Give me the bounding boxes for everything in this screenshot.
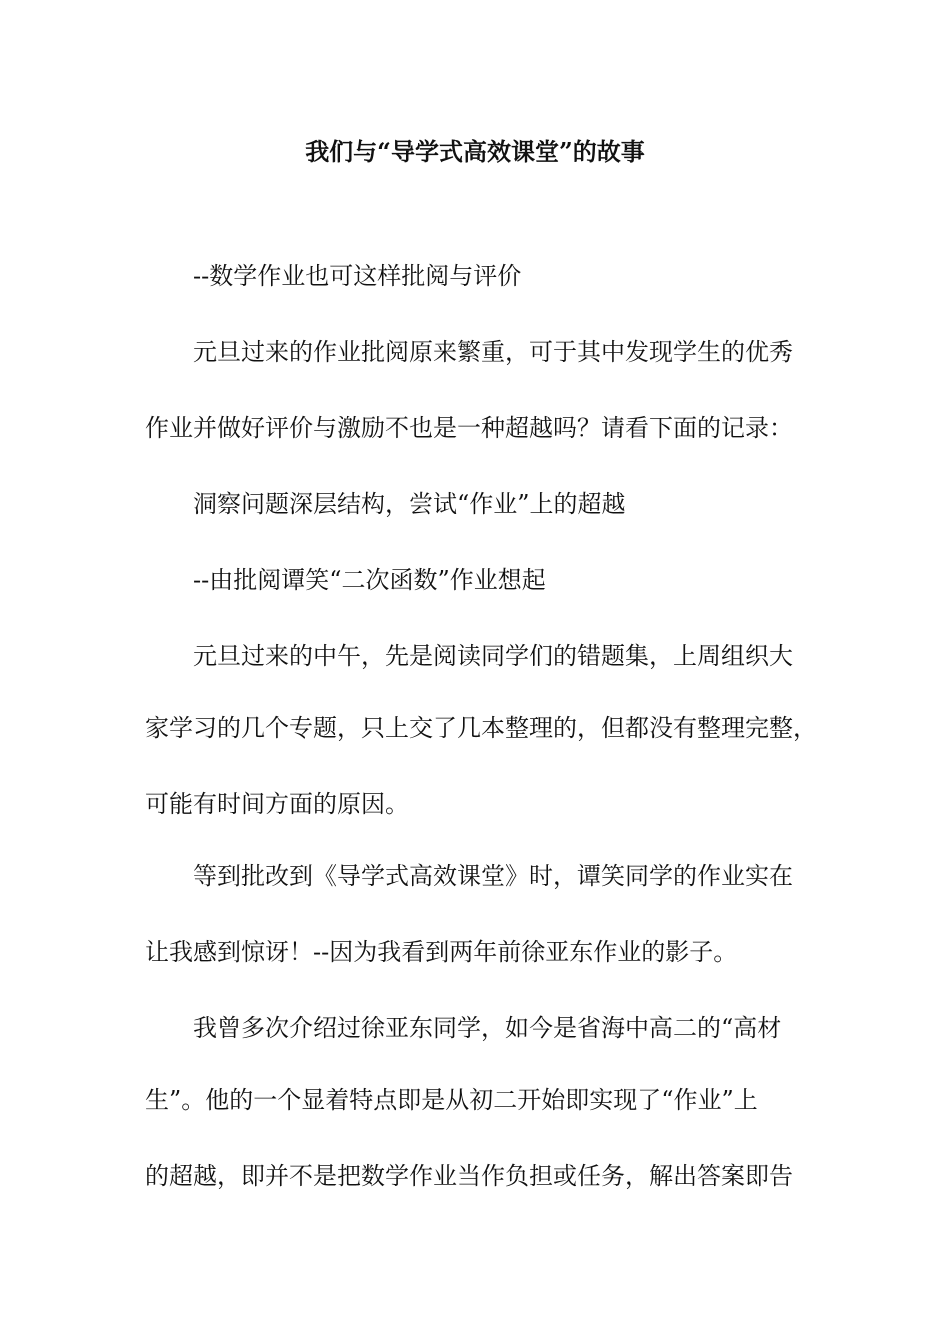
subtitle-line: --由批阅谭笑“二次函数”作业想起 bbox=[193, 566, 546, 594]
paragraph-line: 生”。他的一个显着特点即是从初二开始即实现了“作业”上 bbox=[145, 1086, 758, 1114]
paragraph-line: 元旦过来的作业批阅原来繁重，可于其中发现学生的优秀 bbox=[193, 338, 793, 366]
paragraph-line: 我曾多次介绍过徐亚东同学，如今是省海中高二的“高材 bbox=[193, 1014, 782, 1042]
paragraph-line: 作业并做好评价与激励不也是一种超越吗？请看下面的记录： bbox=[145, 414, 793, 442]
heading-line: 洞察问题深层结构，尝试“作业”上的超越 bbox=[193, 490, 626, 518]
paragraph-line: 元旦过来的中午，先是阅读同学们的错题集，上周组织大 bbox=[193, 642, 793, 670]
paragraph-line: 等到批改到《导学式高效课堂》时，谭笑同学的作业实在 bbox=[193, 862, 793, 890]
paragraph-line: 家学习的几个专题，只上交了几本整理的，但都没有整理完整， bbox=[145, 714, 817, 742]
paragraph-line: 的超越，即并不是把数学作业当作负担或任务，解出答案即告 bbox=[145, 1162, 793, 1190]
subtitle-line: --数学作业也可这样批阅与评价 bbox=[193, 262, 522, 290]
paragraph-line: 让我感到惊讶！--因为我看到两年前徐亚东作业的影子。 bbox=[145, 938, 738, 966]
document-title: 我们与“导学式高效课堂”的故事 bbox=[305, 137, 645, 166]
paragraph-line: 可能有时间方面的原因。 bbox=[145, 790, 409, 818]
